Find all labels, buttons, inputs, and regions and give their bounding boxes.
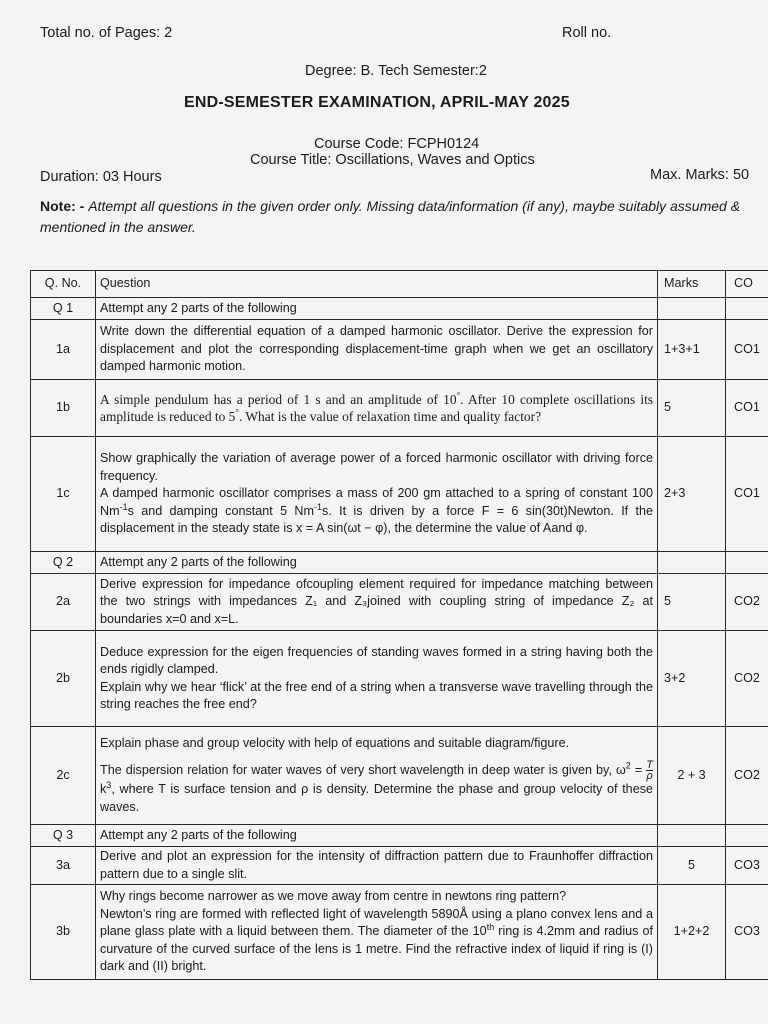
q-number: Q 1 [31,298,96,320]
marks-cell: 5 [658,574,726,631]
marks-cell [658,298,726,320]
co-cell: CO1 [726,380,768,437]
question-row-1a [31,320,768,380]
exponent: 3 [106,780,112,791]
text-part: A simple pendulum has a period of 1 s and an amplitude of 10 [100,391,457,407]
question-row-1b [31,380,768,437]
co-cell: CO1 [726,437,768,552]
text-part: . After 10 complete oscillations its amplitude is reduced to 5 [100,391,654,424]
duration: Duration: 03 Hours [40,169,162,185]
text-part: . What is the value of relaxation time and quality factor? [238,409,542,424]
col-header-co: CO [726,271,768,298]
marks-cell: 2+3 [658,437,726,552]
total-pages: Total no. of Pages: 2 [40,25,173,41]
text-part: The dispersion relation for water waves of very short wavelength in deep water is given by, ω [100,763,626,778]
co-cell: CO1 [726,320,768,380]
text-line: Explain phase and group velocity with help of equations and suitable diagram/figure. [100,735,570,750]
co-cell: CO2 [726,574,768,631]
note-label: Note: - [40,198,85,214]
degree: Degree: B. Tech Semester:2 [305,63,487,79]
marks-cell: 3+2 [658,631,726,727]
col-header-question: Question [96,271,658,298]
text-part: Newton’s ring are formed with reflected light of wavelength 5890Å using a plano convex lens and a plane glass plate with a liquid between them. The diameter of the 10 [100,906,653,939]
text-part: = [630,763,647,778]
exponent: 2 [625,760,631,771]
text-line: Why rings become narrower as we move away from centre in newtons ring pattern? [100,889,567,904]
q-number: 2c [31,727,96,825]
text-line [100,485,653,538]
q-number: 1c [31,437,96,552]
question-row-2c [31,727,768,825]
section-row-q1 [31,298,768,320]
section-row-q3 [31,825,768,847]
fraction-numerator: T [646,759,653,772]
q-number: 1a [31,320,96,380]
question-text [96,885,658,980]
question-table [30,270,768,980]
co-cell [726,298,768,320]
max-marks: Max. Marks: 50 [650,167,750,183]
co-cell [726,825,768,847]
table-header-row [31,271,768,298]
marks-cell [658,825,726,847]
co-cell: CO3 [726,885,768,980]
question-text [96,631,658,727]
text-part: , where T is surface tension and ρ is density. Determine the phase and group velocity of these waves. [100,782,653,814]
text-line: Show graphically the variation of average power of a forced harmonic oscillator with driving force frequency. [100,451,653,483]
note [40,196,768,238]
exam-title: END-SEMESTER EXAMINATION, APRIL-MAY 2025 [184,94,570,111]
q-number: Q 2 [31,552,96,574]
q-number: 3a [31,847,96,885]
note-text: Attempt all questions in the given order only. Missing data/information (if any), maybe suitably assumed & mentioned in the answer. [40,198,741,235]
text-line: Explain why we hear ‘flick’ at the free end of a string when a transverse wave travelling through the string reaches the free end? [100,679,653,711]
question-text [96,727,658,825]
degree-sign: ° [235,407,239,418]
question-row-3b [31,885,768,980]
marks-cell: 2 + 3 [658,727,726,825]
roll-no: Roll no. [562,25,612,41]
q-number: 2b [31,631,96,727]
co-cell: CO2 [726,727,768,825]
question-row-2b [31,631,768,727]
section-instruction: Attempt any 2 parts of the following [96,552,658,574]
course-title: Course Title: Oscillations, Waves and Optics [250,152,535,168]
section-instruction: Attempt any 2 parts of the following [96,298,658,320]
fraction-denominator: ρ [646,770,653,783]
text-line [100,760,653,816]
text-part: A damped harmonic oscillator comprises a mass of 200 gm attached to a spring of constant 100 Nm [100,486,653,518]
text-line: Deduce expression for the eigen frequencies of standing waves formed in a string having both the ends rigidly clamped. [100,644,653,676]
co-cell [726,552,768,574]
marks-cell [658,552,726,574]
question-text: Write down the differential equation of a damped harmonic oscillator. Derive the expression for displacement and plot the corresponding displacement-time graph when we get an oscillatory damped harmonic motion. [96,320,658,380]
ordinal-suffix: th [486,922,495,933]
section-row-q2 [31,552,768,574]
question-text [96,380,658,437]
q-number: Q 3 [31,825,96,847]
text-part: s and damping constant 5 Nm [127,503,314,518]
marks-cell: 5 [658,380,726,437]
q-number: 3b [31,885,96,980]
exponent: -1 [314,501,323,512]
question-text [96,437,658,552]
marks-cell: 1+3+1 [658,320,726,380]
question-text: Derive and plot an expression for the intensity of diffraction pattern due to Fraunhoffer diffraction pattern due to a single slit. [96,847,658,885]
section-instruction: Attempt any 2 parts of the following [96,825,658,847]
q-number: 1b [31,380,96,437]
text-part: k [100,782,107,797]
degree-sign: ° [456,390,461,401]
exponent: -1 [119,501,128,512]
q-number: 2a [31,574,96,631]
question-row-2a [31,574,768,631]
col-header-marks: Marks [658,271,726,298]
question-row-3a [31,847,768,885]
fraction [646,760,653,781]
text-part: ring is 4.2mm and radius of curvature of the curved surface of the lens is 1 metre. Find the refractive index of liquid if ring is (I) dark and (II) bright. [100,924,653,974]
course-code: Course Code: FCPH0124 [314,136,480,152]
col-header-qno: Q. No. [31,271,96,298]
text-part: s. It is driven by a force F = 6 sin(30t)Newton. If the displacement in the steady state is x = A sin(ωt − φ), the determine the value of Aand φ. [100,503,654,536]
co-cell: CO3 [726,847,768,885]
question-row-1c [31,437,768,552]
marks-cell: 1+2+2 [658,885,726,980]
question-text: Derive expression for impedance ofcoupling element required for impedance matching between the two strings with impedances Z₁ and Z₃joined with coupling string of impedance Z₂ at boundaries x=0 and x=L. [96,574,658,631]
co-cell: CO2 [726,631,768,727]
marks-cell: 5 [658,847,726,885]
text-line [100,906,653,976]
